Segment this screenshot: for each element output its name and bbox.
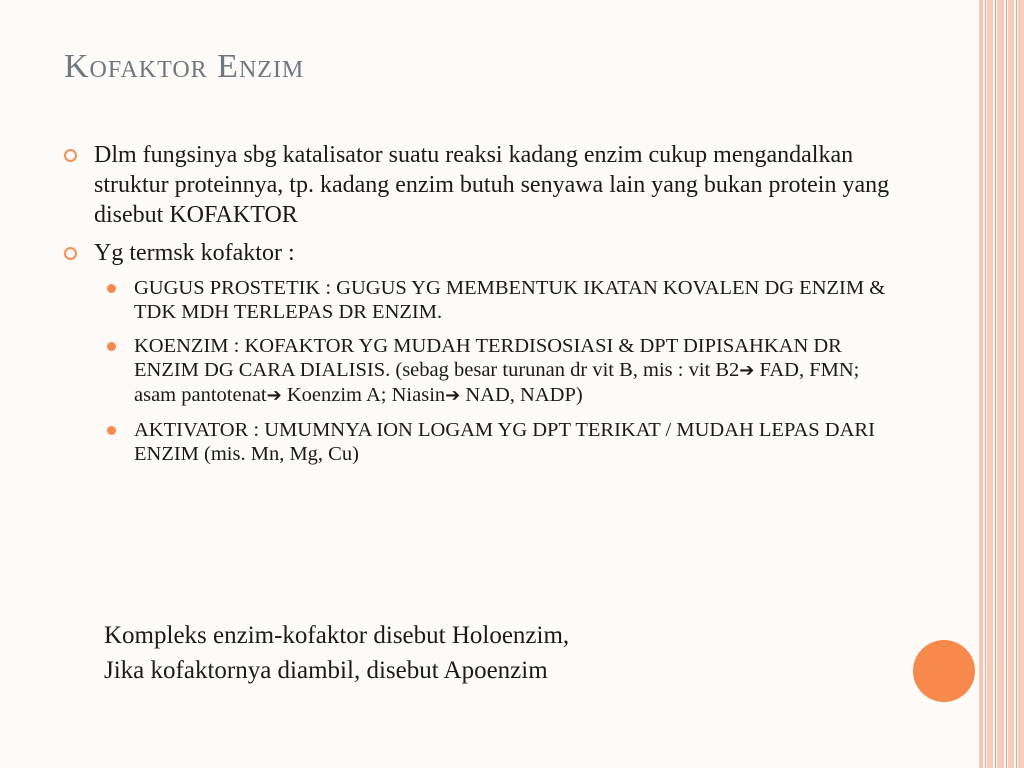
arrow-icon: ➔ bbox=[739, 360, 755, 381]
footer-note bbox=[104, 618, 569, 688]
dot-bullet-icon bbox=[107, 284, 116, 293]
dot-bullet-icon bbox=[107, 342, 116, 351]
sub-bullet-item bbox=[134, 334, 894, 408]
slide-body bbox=[64, 140, 924, 476]
sub-bullet-text: FAD, FMN; asam pantotenat bbox=[134, 359, 860, 406]
bullet-text: Yg termsk kofaktor : bbox=[94, 240, 295, 266]
ring-bullet-icon bbox=[64, 149, 77, 162]
decorative-line bbox=[995, 0, 996, 768]
sub-bullet-text: NAD, NADP) bbox=[460, 384, 583, 406]
decorative-stripe bbox=[987, 0, 993, 768]
decorative-line bbox=[985, 0, 986, 768]
decorative-stripe bbox=[997, 0, 1004, 768]
bullet-text: Dlm fungsinya sbg katalisator suatu reaksi kadang enzim cukup mengandalkan struktur proteinnya, tp. kadang enzim butuh senyawa lain yang bukan protein yang disebut KOFAKTOR bbox=[94, 142, 890, 228]
decorative-circle bbox=[913, 640, 975, 702]
slide-title: Kofaktor Enzim bbox=[64, 48, 305, 85]
arrow-icon: ➔ bbox=[445, 385, 461, 406]
sub-bullet-item bbox=[134, 276, 894, 324]
arrow-icon: ➔ bbox=[266, 385, 282, 406]
bullet-item bbox=[64, 140, 924, 230]
decorative-line bbox=[1016, 0, 1017, 768]
decorative-stripe bbox=[979, 0, 983, 768]
sub-bullet-text: KOENZIM : KOFAKTOR YG MUDAH TERDISOSIASI & DPT DIPISAHKAN DR ENZIM DG CARA DIALISIS. (sebag besar turunan dr vit B, mis : vit B2 bbox=[134, 335, 842, 381]
sub-bullet-text: Koenzim A; Niasin bbox=[281, 384, 446, 406]
decorative-stripe bbox=[1008, 0, 1014, 768]
decorative-stripe bbox=[1018, 0, 1024, 768]
bullet-item bbox=[64, 238, 924, 268]
sub-bullet-text: GUGUS PROSTETIK : GUGUS YG MEMBENTUK IKATAN KOVALEN DG ENZIM & TDK MDH TERLEPAS DR ENZIM. bbox=[134, 277, 886, 323]
sub-bullet-text: AKTIVATOR : UMUMNYA ION LOGAM YG DPT TERIKAT / MUDAH LEPAS DARI ENZIM (mis. Mn, Mg, Cu) bbox=[134, 419, 875, 465]
footer-line-2: Jika kofaktornya diambil, disebut Apoenzim bbox=[104, 657, 548, 684]
sub-bullet-item bbox=[134, 418, 894, 466]
decorative-line bbox=[1006, 0, 1007, 768]
footer-line-1: Kompleks enzim-kofaktor disebut Holoenzim, bbox=[104, 622, 570, 649]
ring-bullet-icon bbox=[64, 247, 77, 260]
dot-bullet-icon bbox=[107, 426, 116, 435]
